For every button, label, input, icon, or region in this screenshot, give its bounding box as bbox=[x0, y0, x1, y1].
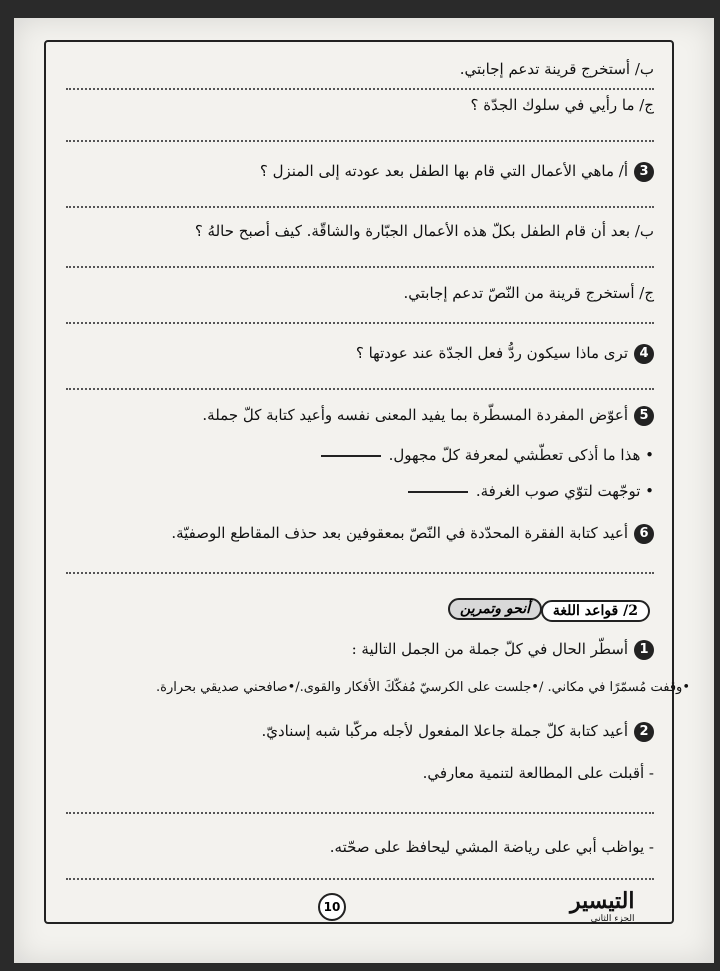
q3-b-text: ب/ بعد أن قام الطفل بكلّ هذه الأعمال الجبّارة والشاقّة. كيف أصبح حالهُ ؟ bbox=[194, 222, 654, 240]
publisher-logo bbox=[570, 888, 635, 924]
answer-line[interactable] bbox=[66, 388, 654, 390]
q2-b-text: ب/ أستخرج قرينة تدعم إجابتي. bbox=[459, 60, 654, 78]
logo-subtitle: الجزء الثاني bbox=[590, 914, 635, 924]
answer-line[interactable] bbox=[66, 206, 654, 208]
answer-line[interactable] bbox=[66, 322, 654, 324]
question-number: 2 bbox=[634, 722, 654, 742]
g2 bbox=[261, 722, 654, 742]
answer-line[interactable] bbox=[66, 140, 654, 142]
q5-text: أعوّض المفردة المسطّرة بما يفيد المعنى نفسه وأعيد كتابة كلّ جملة. bbox=[202, 406, 628, 424]
q4 bbox=[356, 344, 654, 364]
page-number: 10 bbox=[318, 893, 346, 921]
section-title: 2/ قواعد اللغة bbox=[541, 600, 650, 622]
answer-line[interactable] bbox=[66, 572, 654, 574]
g2-sentence-2: - يواظب أبي على رياضة المشي ليحافظ على صحّته. bbox=[329, 838, 654, 856]
answer-line[interactable] bbox=[66, 812, 654, 814]
q5 bbox=[202, 406, 654, 426]
q5-sentence-1 bbox=[321, 446, 654, 464]
q5-sentence-2 bbox=[408, 482, 654, 500]
g2-text: أعيد كتابة كلّ جملة جاعلا المفعول لأجله مركّبا شبه إسناديّ. bbox=[261, 722, 628, 740]
q4-text: ترى ماذا سيكون ردُّ فعل الجدّة عند عودتها ؟ bbox=[355, 344, 628, 362]
logo-text: التيسير bbox=[570, 888, 635, 914]
g1 bbox=[352, 640, 654, 660]
q6-text: أعيد كتابة الفقرة المحدّدة في النّصّ بمعقوفين بعد حذف المقاطع الوصفيّة. bbox=[171, 524, 628, 542]
section-tag: أنحو وتمرين bbox=[448, 598, 542, 620]
q5-s2-text: • توجّهت لتوّي صوب الغرفة. bbox=[475, 482, 654, 500]
g1-text: أسطّر الحال في كلّ جملة من الجمل التالية : bbox=[351, 640, 628, 658]
question-number: 4 bbox=[634, 344, 654, 364]
q6 bbox=[171, 524, 654, 544]
arrow-icon bbox=[321, 455, 381, 457]
q3-a bbox=[260, 162, 654, 182]
q3-c-text: ج/ أستخرج قرينة من النّصّ تدعم إجابتي. bbox=[403, 284, 654, 302]
g2-sentence-1: - أقبلت على المطالعة لتنمية معارفي. bbox=[422, 764, 654, 782]
q3-a-text: أ/ ماهي الأعمال التي قام بها الطفل بعد عودته إلى المنزل ؟ bbox=[259, 162, 628, 180]
question-number: 3 bbox=[634, 162, 654, 182]
question-number: 1 bbox=[634, 640, 654, 660]
question-number: 6 bbox=[634, 524, 654, 544]
q2-c-text: ج/ ما رأيي في سلوك الجدّة ؟ bbox=[470, 96, 654, 114]
answer-line[interactable] bbox=[66, 88, 654, 90]
answer-line[interactable] bbox=[66, 266, 654, 268]
answer-line[interactable] bbox=[66, 878, 654, 880]
g1-examples: •وقفت مُسمّرًا في مكاني. /•جلست على الكرسيّ مُفكّكَ الأفكار والقوى./•صافحني صديقي بحرارة. bbox=[156, 680, 690, 695]
question-number: 5 bbox=[634, 406, 654, 426]
q5-s1-text: • هذا ما أذكى تعطّشي لمعرفة كلّ مجهول. bbox=[388, 446, 654, 464]
arrow-icon bbox=[408, 491, 468, 493]
